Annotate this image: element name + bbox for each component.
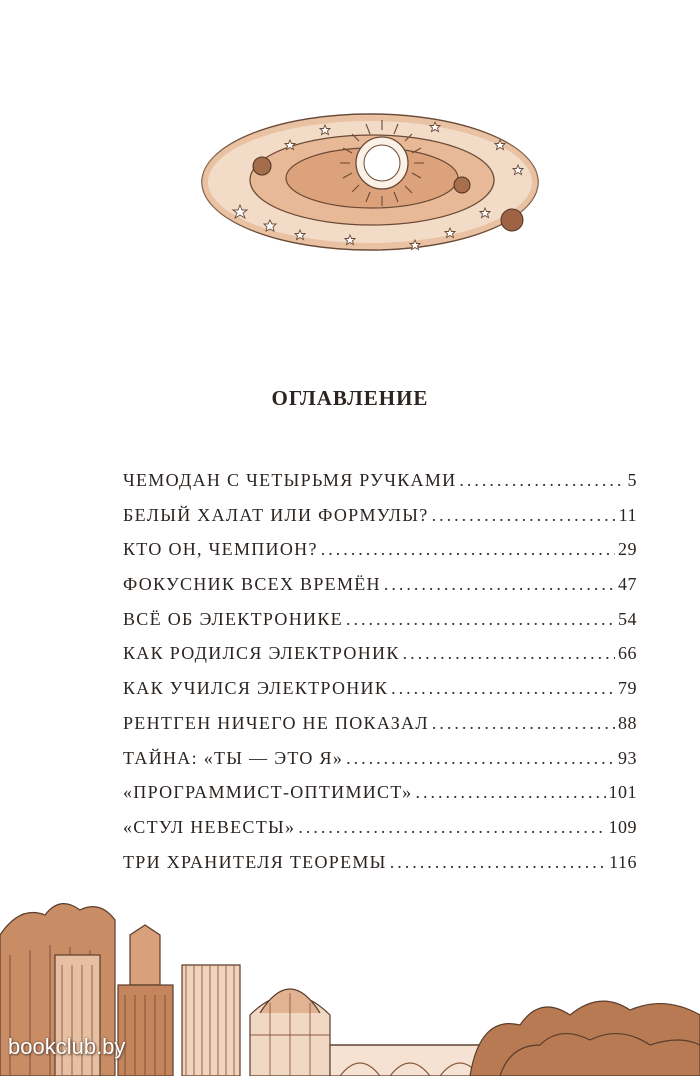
toc-entry-page: 109 — [608, 816, 637, 837]
toc-entry-label: ВСЁ ОБ ЭЛЕКТРОНИКЕ — [123, 608, 343, 629]
toc-entry[interactable] — [123, 817, 637, 852]
toc-entry-page: 29 — [618, 539, 637, 560]
toc-entry-label: РЕНТГЕН НИЧЕГО НЕ ПОКАЗАЛ — [123, 712, 429, 733]
toc-entry[interactable] — [123, 748, 637, 783]
toc-entry[interactable] — [123, 609, 637, 644]
solar-system-illustration — [200, 100, 550, 270]
toc-entry[interactable] — [123, 782, 637, 817]
toc-entry-page: 101 — [608, 782, 637, 803]
toc-entry-label: КАК РОДИЛСЯ ЭЛЕКТРОНИК — [123, 643, 400, 664]
dot-leader — [384, 574, 615, 595]
toc-entry[interactable] — [123, 643, 637, 678]
toc-entry-label: ТРИ ХРАНИТЕЛЯ ТЕОРЕМЫ — [123, 851, 387, 872]
dot-leader — [346, 609, 615, 630]
toc-entry-label: ТАЙНА: «ТЫ — ЭТО Я» — [123, 747, 344, 768]
toc-entry[interactable] — [123, 539, 637, 574]
watermark: bookclub.by — [8, 1034, 126, 1059]
dot-leader — [298, 817, 605, 838]
toc-entry[interactable] — [123, 713, 637, 748]
dot-leader — [390, 852, 606, 873]
toc-entry-label: «СТУЛ НЕВЕСТЫ» — [123, 816, 296, 837]
toc-entry-label: БЕЛЫЙ ХАЛАТ ИЛИ ФОРМУЛЫ? — [123, 504, 429, 525]
toc-entry-page: 5 — [627, 470, 637, 490]
toc-entry[interactable] — [123, 470, 637, 505]
dot-leader — [459, 470, 624, 491]
toc-entry-label: ЧЕМОДАН С ЧЕТЫРЬМЯ РУЧКАМИ — [123, 470, 457, 490]
toc-entry-page: 11 — [618, 504, 637, 525]
toc-entry[interactable] — [123, 852, 637, 887]
dot-leader — [432, 505, 616, 526]
toc-title: ОГЛАВЛЕНИЕ — [271, 386, 429, 410]
toc-entry[interactable] — [123, 678, 637, 713]
dot-leader — [321, 539, 615, 560]
toc-entry-page: 66 — [618, 643, 637, 664]
dot-leader — [346, 748, 615, 769]
toc-entry-page: 79 — [618, 678, 637, 699]
toc-entry-label: КТО ОН, ЧЕМПИОН? — [123, 539, 318, 560]
dot-leader — [415, 782, 605, 803]
toc-entry-page: 88 — [618, 712, 637, 733]
toc-entry-page: 93 — [618, 747, 637, 768]
dot-leader — [391, 678, 615, 699]
toc-entry-label: «ПРОГРАММИСТ-ОПТИМИСТ» — [123, 782, 413, 803]
dot-leader — [403, 643, 615, 664]
toc-entry[interactable] — [123, 574, 637, 609]
toc-entry[interactable] — [123, 505, 637, 540]
toc-entry-label: ФОКУСНИК ВСЕХ ВРЕМЁН — [123, 574, 381, 595]
toc-entry-page: 47 — [618, 574, 637, 595]
toc-entry-page: 54 — [618, 608, 637, 629]
dot-leader — [432, 713, 615, 734]
toc-entry-label: КАК УЧИЛСЯ ЭЛЕКТРОНИК — [123, 678, 389, 699]
toc-list — [123, 470, 637, 886]
toc-entry-page: 116 — [609, 851, 637, 872]
